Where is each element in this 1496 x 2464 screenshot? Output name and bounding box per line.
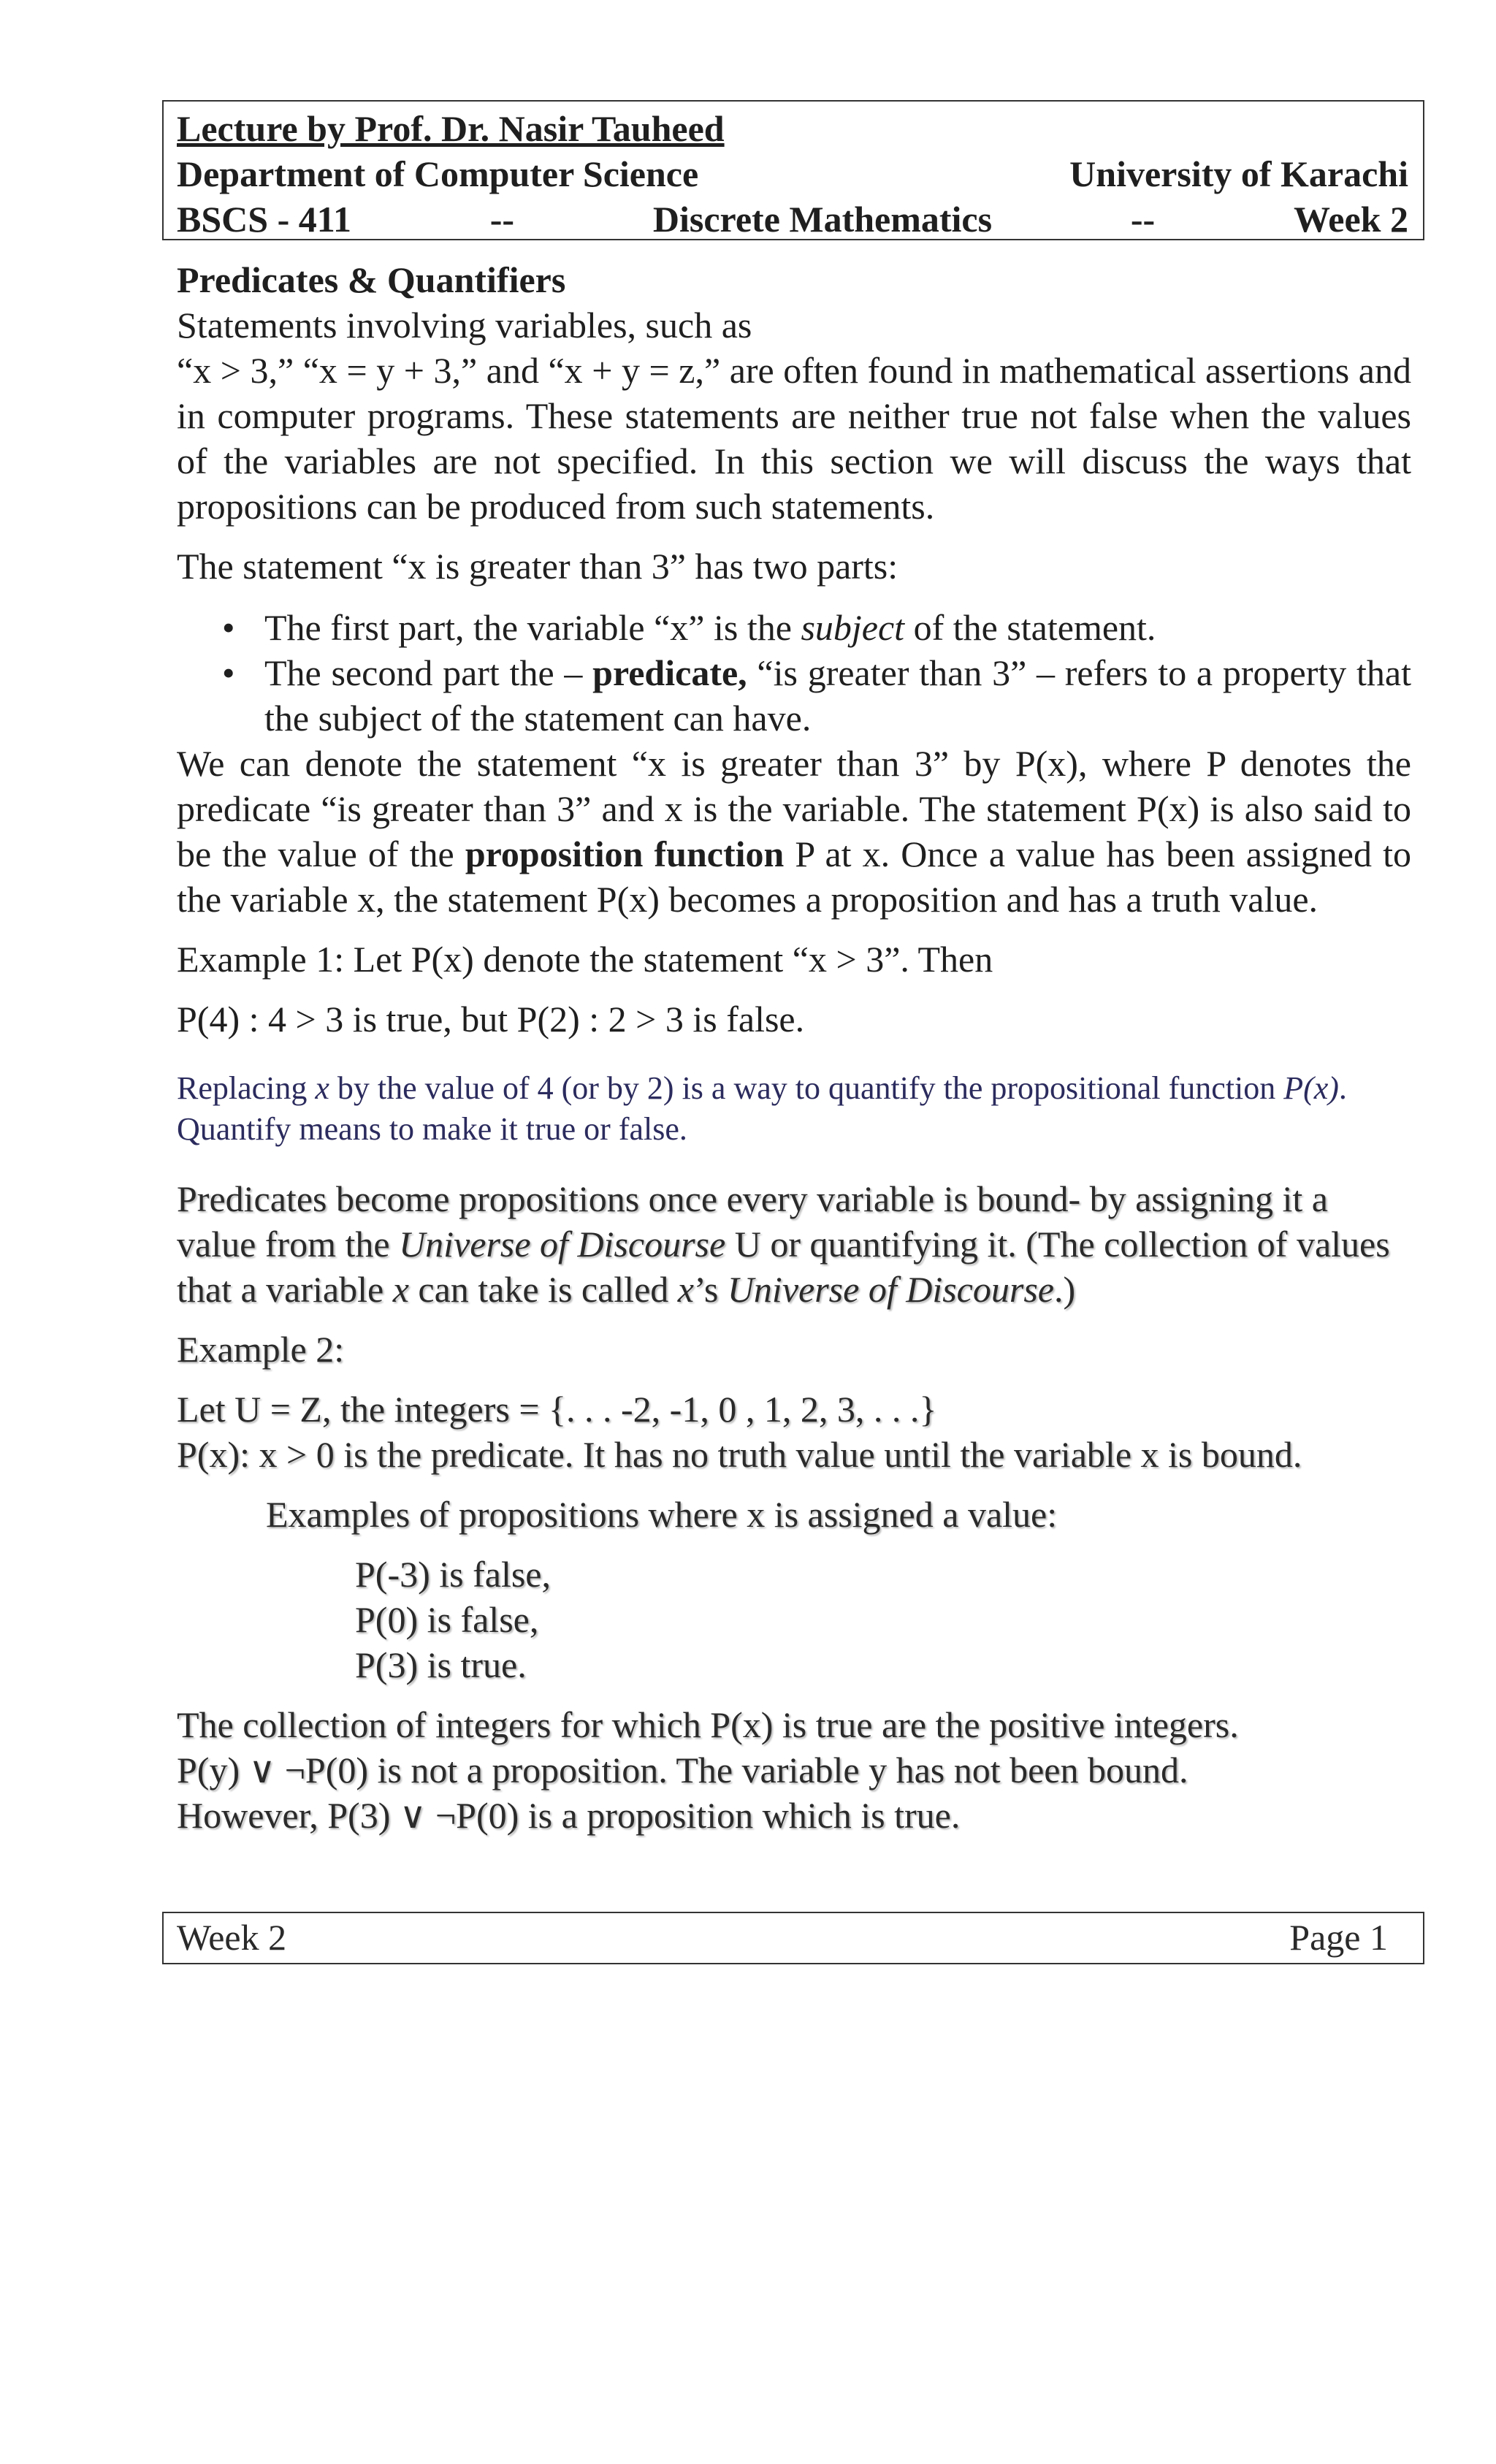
note-variable: x	[315, 1070, 329, 1106]
example-2-heading: Example 2:	[177, 1329, 345, 1370]
term-italic: Universe of Discourse	[727, 1269, 1054, 1310]
paragraph-not-proposition: P(y) ∨ ¬P(0) is not a proposition. The variable y has not been bound.	[177, 1750, 1188, 1790]
note-text: by the value of 4 (or by 2) is a way to quantify the propositional function	[329, 1070, 1284, 1106]
course-subject: Discrete Mathematics	[652, 199, 993, 240]
course-code: BSCS - 411	[177, 199, 351, 240]
paragraph-text: P at x. Once a value has been assigned to the variable x, the statement P(x) becomes a proposition and has a truth value.	[177, 834, 1411, 920]
bullet-emphasis: subject	[801, 607, 905, 648]
bullet-text: of the statement.	[904, 607, 1156, 648]
term-italic: Universe of Discourse	[399, 1224, 726, 1265]
paragraph-denote	[177, 741, 1411, 922]
note-text: . Quantify means to make it true or false.	[177, 1070, 1347, 1147]
bullet-list	[177, 605, 1411, 741]
university-name: University of Karachi	[1069, 153, 1408, 194]
header-separator: --	[1130, 199, 1156, 240]
paragraph-text: U or quantifying it. (The collection of values that a variable	[177, 1224, 1390, 1310]
term-bold: proposition function	[465, 834, 785, 874]
document-body	[177, 257, 1411, 1838]
bullet-text: “is greater than 3” – refers to a property that the subject of the statement can have.	[264, 652, 1411, 739]
example-1-result: P(4) : 4 > 3 is true, but P(2) : 2 > 3 is false.	[177, 999, 805, 1040]
paragraph-text: can take is called	[408, 1269, 678, 1310]
bullet-bold: predicate,	[592, 652, 747, 693]
bullet-text: The second part the –	[264, 652, 593, 693]
paragraph-text: ’s	[693, 1269, 728, 1310]
variable-italic: x	[677, 1269, 694, 1310]
header-line-1	[177, 106, 1408, 151]
header-separator: --	[489, 199, 515, 240]
quantify-note	[177, 1068, 1411, 1150]
paragraph-two-parts: The statement “x is greater than 3” has two parts:	[177, 546, 898, 587]
bullet-text: The first part, the variable “x” is the	[264, 607, 801, 648]
paragraph-intro: “x > 3,” “x = y + 3,” and “x + y = z,” are often found in mathematical assertions and in computer programs. These statements are neither true not false when the values of the variables are not specified. In this section we will discuss the ways that propositions can be produced from such statements.	[177, 350, 1411, 527]
example-p-neg3: P(-3) is false,	[355, 1554, 551, 1595]
paragraph-collection: The collection of integers for which P(x) is true are the positive integers.	[177, 1704, 1239, 1745]
paragraph-text: .)	[1053, 1269, 1076, 1310]
paragraph-text: Predicates become propositions once every variable is bound- by assigning it a value from the	[177, 1178, 1328, 1265]
example-p-3: P(3) is true.	[355, 1644, 527, 1685]
paragraph-intro-lead: Statements involving variables, such as	[177, 305, 752, 346]
footer-week: Week 2	[177, 1917, 287, 1958]
header-box	[162, 100, 1424, 240]
note-function: P(x)	[1283, 1070, 1339, 1106]
shadowed-section	[177, 1176, 1411, 1838]
list-item	[177, 605, 1411, 650]
paragraph-however: However, P(3) ∨ ¬P(0) is a proposition which is true.	[177, 1795, 961, 1836]
header-week: Week 2	[1294, 199, 1408, 240]
header-line-3	[177, 197, 1408, 242]
lecturer-name: Lecture by Prof. Dr. Nasir Tauheed	[177, 108, 725, 149]
list-item	[177, 650, 1411, 741]
department-name: Department of Computer Science	[177, 153, 699, 194]
example-1-heading: Example 1: Let P(x) denote the statement “x > 3”. Then	[177, 939, 993, 980]
paragraph-text: We can denote the statement “x is greater than 3” by P(x), where P denotes the predicate “is greater than 3” and x is the variable. The statement P(x) is also said to be the value of the	[177, 743, 1411, 874]
universe-definition: Let U = Z, the integers = {. . . -2, -1, 0 , 1, 2, 3, . . .}	[177, 1389, 937, 1430]
note-text: Replacing	[177, 1070, 316, 1106]
page-number: Page 1	[1289, 1917, 1388, 1958]
section-title: Predicates & Quantifiers	[177, 259, 566, 300]
predicate-definition: P(x): x > 0 is the predicate. It has no truth value until the variable x is bound.	[177, 1434, 1302, 1475]
example-p-0: P(0) is false,	[355, 1599, 539, 1640]
footer-box	[162, 1912, 1424, 1964]
examples-heading: Examples of propositions where x is assigned a value:	[266, 1494, 1058, 1535]
paragraph-bound	[177, 1176, 1411, 1312]
header-line-2	[177, 151, 1408, 197]
variable-italic: x	[392, 1269, 409, 1310]
